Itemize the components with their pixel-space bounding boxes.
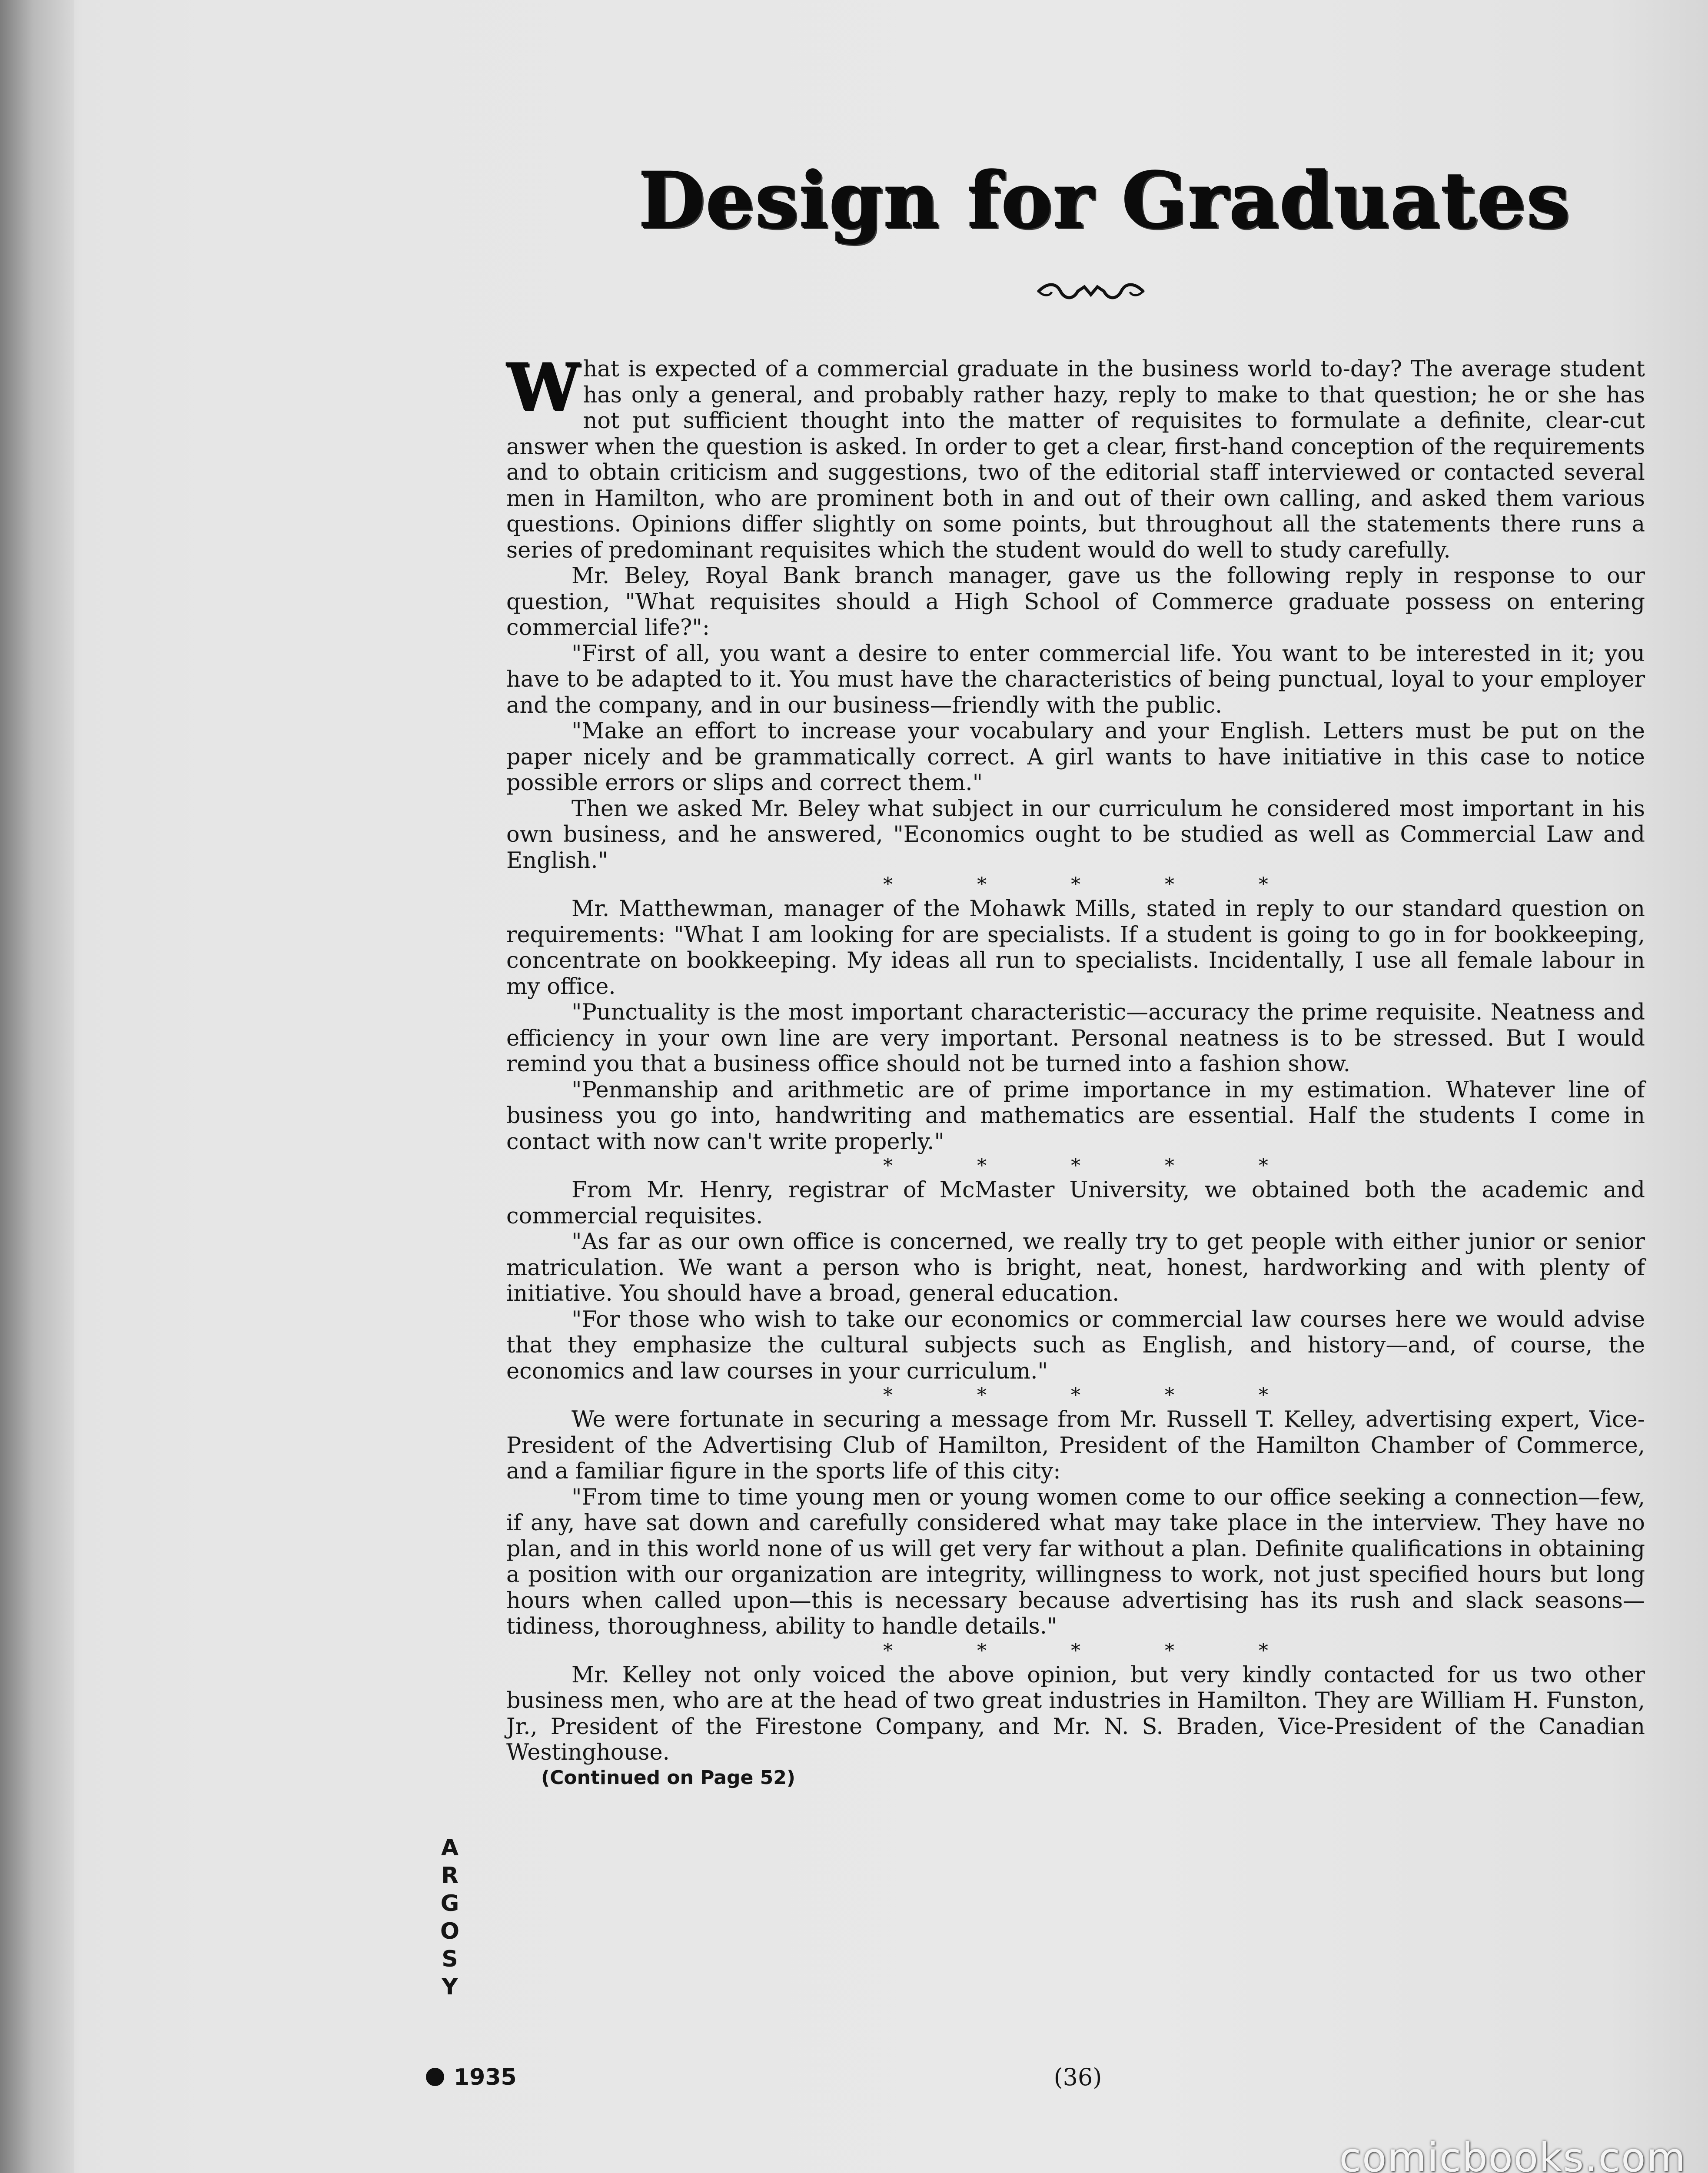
bullet-dot-icon [426, 2068, 444, 2086]
continued-note: (Continued on Page 52) [541, 1766, 795, 1789]
page-number: (36) [1053, 2063, 1102, 2091]
article-body [506, 349, 1645, 1790]
article-paragraph: "As far as our own office is concerned, we really try to get people with either junior or senior matriculation. We want a person who is bright, neat, honest, hardworking and with plenty of initiative. You should have a broad, general education. [506, 1229, 1645, 1306]
year-text: 1935 [454, 2064, 517, 2090]
page-binding-shadow [0, 0, 74, 2173]
issue-year [426, 2062, 517, 2093]
magazine-letter: A [441, 1835, 459, 1861]
scroll-ornament-icon [1034, 278, 1147, 304]
article-paragraph: "Make an effort to increase your vocabulary and your English. Letters must be put on the paper nicely and be grammatically correct. A girl wants to have initiative in this case to notice possible errors or slips and correct them." [506, 718, 1645, 796]
article-paragraph: Then we asked Mr. Beley what subject in our curriculum he considered most important in his own business, and he answered, "Economics ought to be studied as well as Commercial Law and English." [506, 796, 1645, 874]
article-paragraph: From Mr. Henry, registrar of McMaster University, we obtained both the academic and commercial requisites. [506, 1177, 1645, 1229]
article-paragraph: "Penmanship and arithmetic are of prime importance in my estimation. Whatever line of business you go into, handwriting and mathematics are essential. Half the students I come in contact with now can't write properly." [506, 1077, 1645, 1155]
magazine-letter: O [440, 1918, 460, 1944]
article-paragraph: "First of all, you want a desire to enter commercial life. You want to be interested in it; you have to be adapted to it. You must have the characteristics of being punctual, loyal to your employer and the company, and in our business—friendly with the public. [506, 641, 1645, 718]
section-separator: * * * * * [883, 874, 1307, 896]
article-paragraph: Mr. Beley, Royal Bank branch manager, gave us the following reply in response to our question, "What requisites should a High School of Commerce graduate possess on entering commercial life?": [506, 563, 1645, 641]
magazine-letter: R [441, 1863, 459, 1889]
article-paragraph: We were fortunate in securing a message from Mr. Russell T. Kelley, advertising expert, Vice-President of the Advertising Club of Hamilton, President of the Hamilton Chamber of Commerce, and a familiar figure in the sports life of this city: [506, 1407, 1645, 1484]
article-paragraph: "For those who wish to take our economics or commercial law courses here we would advise that they emphasize the cultural subjects such as English, and history—and, of course, the economics and law courses in your curriculum." [506, 1306, 1645, 1384]
magazine-name-vertical [435, 1834, 465, 2001]
article-paragraph: "Punctuality is the most important characteristic—accuracy the prime requisite. Neatness and efficiency in your own line are very important. Personal neatness is to be stressed. But I would remind you that a business office should not be turned into a fashion show. [506, 1000, 1645, 1077]
magazine-letter: S [442, 1946, 458, 1972]
drop-cap: W [506, 349, 580, 425]
section-separator: * * * * * [883, 1384, 1307, 1406]
magazine-letter: Y [442, 1974, 458, 2000]
article-paragraph: Mr. Matthewman, manager of the Mohawk Mills, stated in reply to our standard question on requirements: "What I am looking for are specialists. If a student is going to go in for bookkeeping, concentrate on bookkeeping. My ideas all run to specialists. Incidentally, I use all female labour in my office. [506, 896, 1645, 1000]
section-separator: * * * * * [883, 1155, 1307, 1177]
section-separator: * * * * * [883, 1639, 1307, 1662]
watermark: comicbooks.com [1339, 2134, 1686, 2173]
article-paragraph: What is expected of a commercial graduate in the business world to-day? The average student has only a general, and probably rather hazy, reply to make to that question; he or she has not put sufficient thought into the matter of requisites to formulate a definite, clear-cut answer when the question is asked. In order to get a clear, first-hand conception of the requirements and to obtain criticism and suggestions, two of the editorial staff interviewed or contacted several men in Hamilton, who are prominent both in and out of their own calling, and asked them various questions. Opinions differ slightly on some points, but throughout all the statements there runs a series of predominant requisites which the student would do well to study carefully. [506, 349, 1645, 563]
page-title: Design for Graduates [638, 155, 1570, 245]
article-paragraph: Mr. Kelley not only voiced the above opinion, but very kindly contacted for us two other business men, who are at the head of two great industries in Hamilton. They are William H. Funston, Jr., President of the Firestone Company, and Mr. N. S. Braden, Vice-President of the Canadian Westinghouse. [506, 1662, 1645, 1765]
magazine-letter: G [440, 1891, 459, 1917]
article-paragraph: "From time to time young men or young women come to our office seeking a connection—few, if any, have sat down and carefully considered what may take place in the interview. They have no plan, and in this world none of us will get very far without a plan. Definite qualifications in obtaining a position with our organization are integrity, willingness to work, not just specified hours but long hours when called upon—this is necessary because advertising has its rush and slack seasons—tidiness, thoroughness, ability to handle details." [506, 1484, 1645, 1639]
